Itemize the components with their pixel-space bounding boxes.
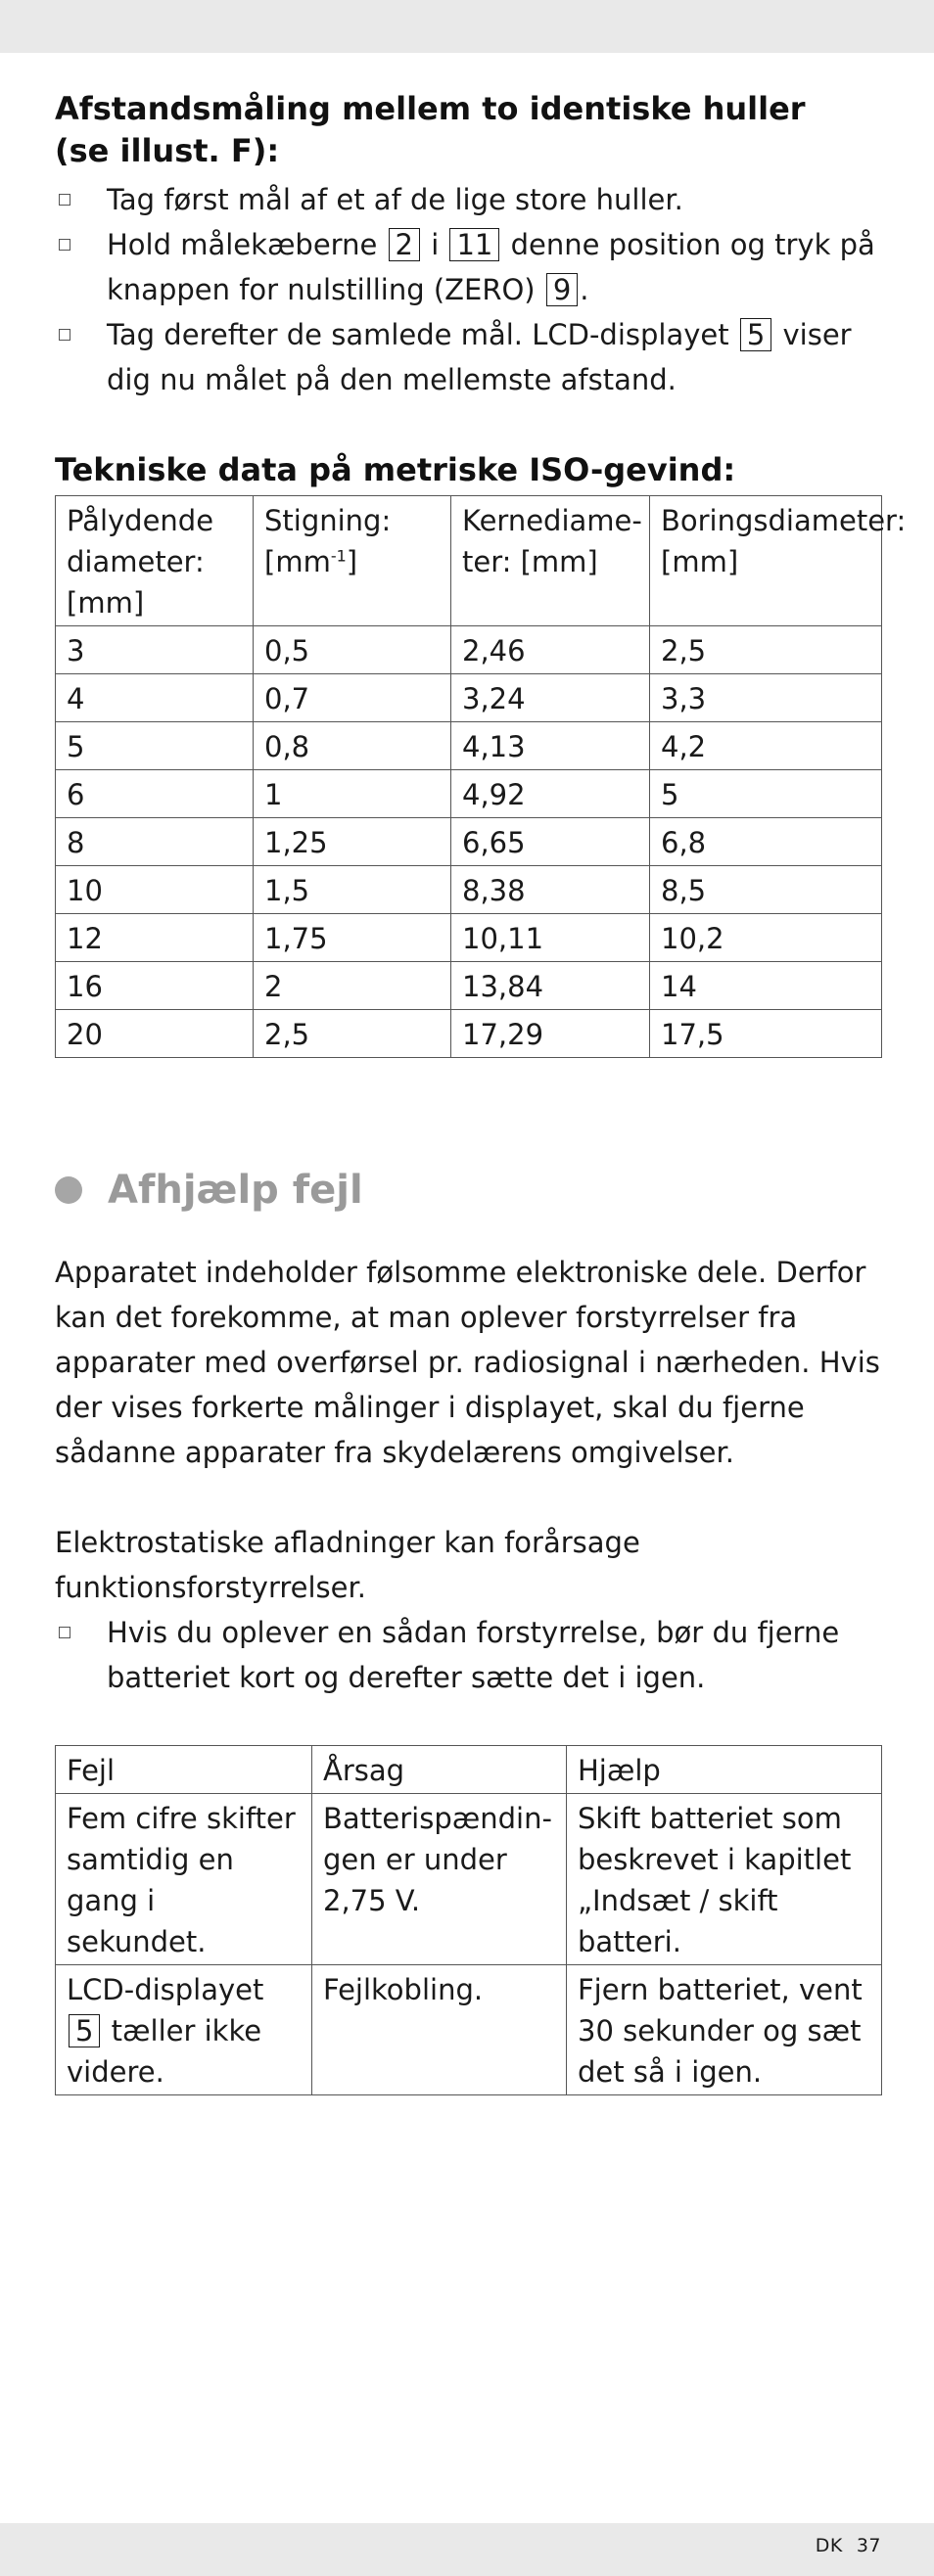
header-remedy: Hjælp — [567, 1746, 882, 1794]
table-header-row — [56, 496, 882, 626]
header-core-diameter: Kernediame-ter: [mm] — [451, 496, 650, 626]
table-cell: 2,5 — [650, 626, 882, 674]
table-cell: 4,13 — [451, 722, 650, 770]
table-cell: Fjern batteriet, vent 30 sekunder og sæt det så i igen. — [567, 1965, 882, 2095]
table-row — [56, 914, 882, 962]
table-cell: 3,24 — [451, 674, 650, 722]
part-reference-badge: 9 — [546, 273, 578, 306]
table-cell: 0,7 — [254, 674, 451, 722]
table-cell: 8 — [56, 818, 254, 866]
troubleshooting-steps-list — [55, 1610, 881, 1700]
table-row — [56, 770, 882, 818]
table-row — [56, 1010, 882, 1058]
part-reference-badge: 5 — [69, 2014, 100, 2047]
checkbox-bullet-icon — [59, 239, 70, 251]
table-row — [56, 722, 882, 770]
section-heading-troubleshooting — [55, 1166, 881, 1215]
table-cell: 14 — [650, 962, 882, 1010]
part-reference-badge: 5 — [740, 318, 771, 351]
paragraph-electrostatic: Elektrostatiske afladninger kan forårsage funktionsforstyrrelser. — [55, 1526, 640, 1604]
header-drill-diameter: Boringsdiameter: [mm] — [650, 496, 882, 626]
table-cell: 3,3 — [650, 674, 882, 722]
table-cell: 17,5 — [650, 1010, 882, 1058]
table-cell: Fejlkobling. — [312, 1965, 567, 2095]
table-cell: 4,92 — [451, 770, 650, 818]
page-footer — [816, 2535, 881, 2556]
section-bullet-icon — [55, 1176, 82, 1204]
table-cell: LCD-displayet 5 tæller ikke videre. — [56, 1965, 312, 2095]
table-cell: 16 — [56, 962, 254, 1010]
table-cell: 8,5 — [650, 866, 882, 914]
section-title: Afhjælp fejl — [108, 1168, 363, 1213]
list-item: Hvis du oplever en sådan forstyrrelse, bør du fjerne batteriet kort og derefter sætte det i igen. — [55, 1610, 881, 1700]
table-cell: 5 — [56, 722, 254, 770]
table-cell: 13,84 — [451, 962, 650, 1010]
table-cell: 2 — [254, 962, 451, 1010]
list-item: Tag derefter de samlede mål. LCD-displayet 5 viser dig nu målet på den mellemste afstand. — [55, 312, 881, 402]
table-cell: 4,2 — [650, 722, 882, 770]
part-reference-badge: 2 — [389, 228, 420, 261]
distance-steps-list — [55, 177, 881, 402]
list-item: Tag først mål af et af de lige store huller. — [55, 177, 881, 222]
table-cell: 4 — [56, 674, 254, 722]
table-row — [56, 866, 882, 914]
table-cell: 6,8 — [650, 818, 882, 866]
header-cause: Årsag — [312, 1746, 567, 1794]
table-cell: 1,5 — [254, 866, 451, 914]
table-cell: 0,5 — [254, 626, 451, 674]
table-cell: 10 — [56, 866, 254, 914]
table-cell: 8,38 — [451, 866, 650, 914]
table-cell: 0,8 — [254, 722, 451, 770]
table-row — [56, 626, 882, 674]
checkbox-bullet-icon — [59, 194, 70, 206]
page-content — [55, 88, 907, 2095]
table-cell: 10,11 — [451, 914, 650, 962]
table-cell: 1,25 — [254, 818, 451, 866]
table-cell: 17,29 — [451, 1010, 650, 1058]
checkbox-bullet-icon — [59, 1627, 70, 1638]
table-cell: Skift batteriet som beskrevet i kapitlet „Indsæt / skift batteri. — [567, 1794, 882, 1965]
table-cell: 20 — [56, 1010, 254, 1058]
header-nominal-diameter: Pålydende diameter: [mm] — [56, 496, 254, 626]
language-code: DK — [815, 2535, 843, 2556]
table-cell: 6,65 — [451, 818, 650, 866]
page-number: 37 — [856, 2535, 881, 2556]
troubleshooting-table — [55, 1745, 882, 2095]
table-cell: 10,2 — [650, 914, 882, 962]
table-cell: 3 — [56, 626, 254, 674]
table-row — [56, 818, 882, 866]
table-cell: 1 — [254, 770, 451, 818]
table-header-row — [56, 1746, 882, 1794]
table-row — [56, 1965, 882, 2095]
table-row — [56, 962, 882, 1010]
table-cell: 2,5 — [254, 1010, 451, 1058]
table-cell: 12 — [56, 914, 254, 962]
table-row — [56, 674, 882, 722]
top-band — [0, 0, 934, 53]
heading-technical-data: Tekniske data på metriske ISO-gevind: — [55, 451, 736, 488]
table-cell: Fem cifre skifter samtidig en gang i sekundet. — [56, 1794, 312, 1965]
iso-thread-table — [55, 495, 907, 1058]
table-cell: 6 — [56, 770, 254, 818]
table-cell: Batterispændin-gen er under 2,75 V. — [312, 1794, 567, 1965]
header-fault: Fejl — [56, 1746, 312, 1794]
table-row — [56, 1794, 882, 1965]
table-cell: 2,46 — [451, 626, 650, 674]
heading-distance-measurement: Afstandsmåling mellem to identiske huller (se illust. F): — [55, 90, 806, 169]
checkbox-bullet-icon — [59, 329, 70, 341]
paragraph-interference: Apparatet indeholder følsomme elektroniske dele. Derfor kan det forekomme, at man oplever forstyrrelser fra apparater med overførsel pr. radiosignal i nærheden. Hvis der vises forkerte målinger i displayet, skal du fjerne sådanne apparater fra skydelærens omgivelser. — [55, 1256, 880, 1469]
list-item: Hold målekæberne 2 i 11 denne position og tryk på knappen for nulstilling (ZERO) 9 . — [55, 222, 881, 312]
part-reference-badge: 11 — [449, 228, 499, 261]
bottom-band — [0, 2523, 934, 2576]
header-pitch: Stigning: $[mm^{-1}]$ — [254, 496, 451, 626]
table-cell: 1,75 — [254, 914, 451, 962]
table-cell: 5 — [650, 770, 882, 818]
